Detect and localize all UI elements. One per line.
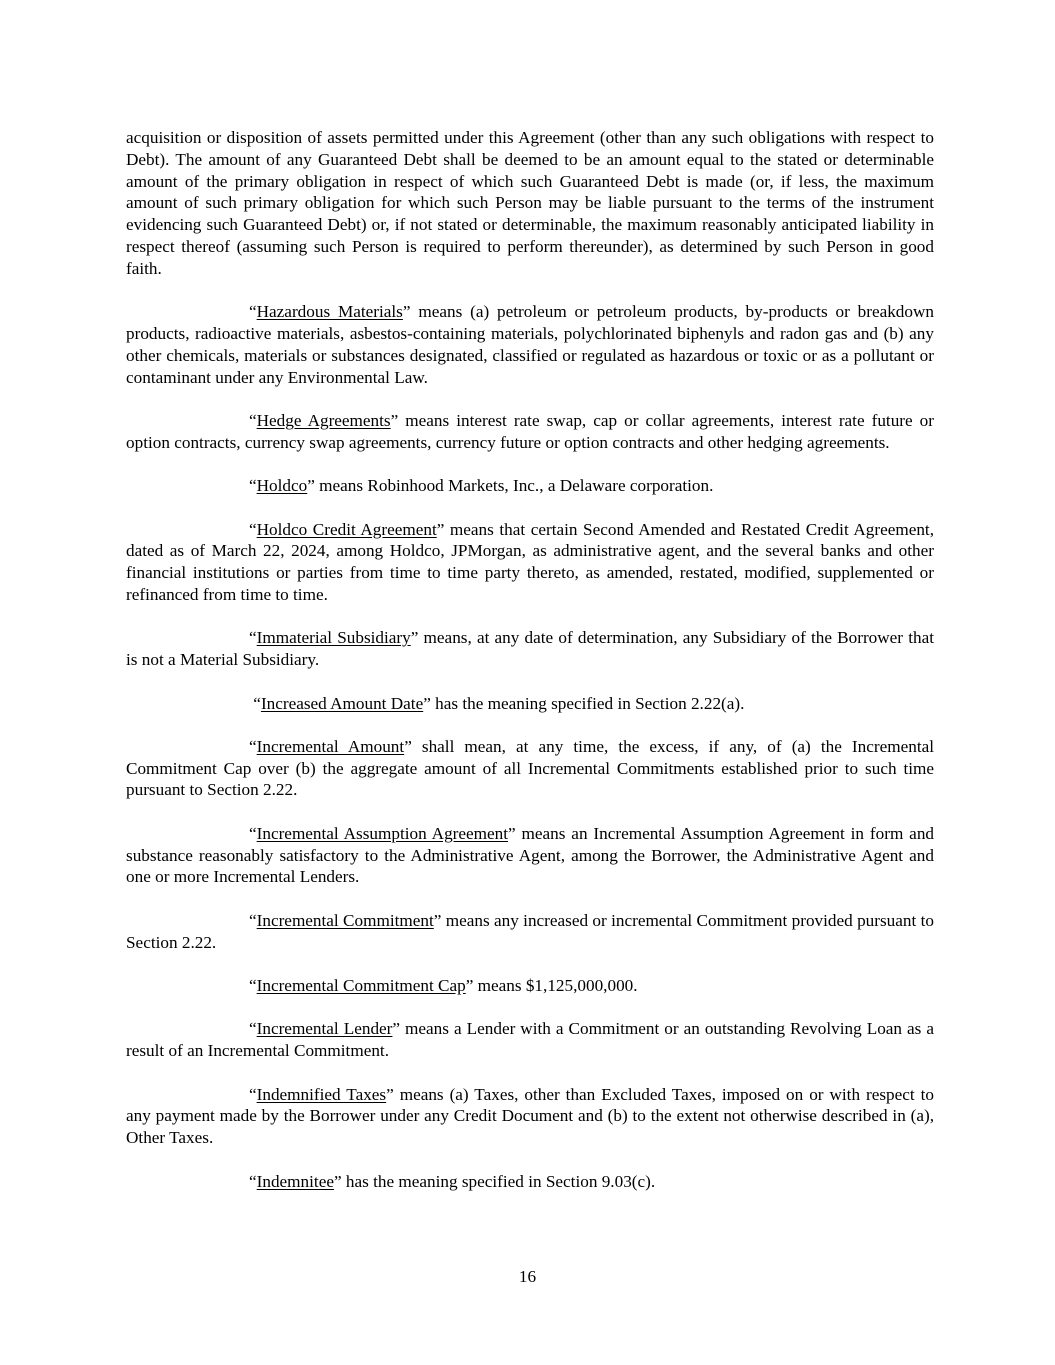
defined-term: Increased Amount Date xyxy=(260,693,424,713)
definition-hedge-agreements xyxy=(126,410,934,454)
definition-indemnified-taxes xyxy=(126,1084,934,1149)
definition-text: ” means interest rate swap, cap or collar agreements, interest rate future or option contracts, currency swap agreements, currency future or option contracts and other hedging agreements. xyxy=(126,410,934,452)
definition-increased-amount-date xyxy=(126,693,934,715)
document-page xyxy=(126,127,934,1214)
defined-term: Hedge Agreements xyxy=(256,410,391,430)
definition-text: ” means a Lender with a Commitment or an outstanding Revolving Loan as a result of an Incremental Commitment. xyxy=(126,1019,934,1061)
defined-term: Incremental Assumption Agreement xyxy=(256,823,509,843)
defined-term: Incremental Commitment Cap xyxy=(256,976,466,996)
open-quote: “ xyxy=(249,476,257,496)
open-quote: “ xyxy=(249,736,257,756)
definition-indemnitee xyxy=(126,1171,934,1193)
definition-incremental-commitment xyxy=(126,910,934,954)
definition-hazardous-materials xyxy=(126,301,934,388)
definition-incremental-commitment-cap xyxy=(126,975,934,997)
defined-term: Immaterial Subsidiary xyxy=(256,628,411,648)
defined-term: Hazardous Materials xyxy=(256,302,403,322)
open-quote: “ xyxy=(249,823,257,843)
definition-incremental-assumption-agreement xyxy=(126,823,934,888)
definition-holdco xyxy=(126,475,934,497)
defined-term: Incremental Lender xyxy=(256,1019,393,1039)
definition-text: ” shall mean, at any time, the excess, if any, of (a) the Incremental Commitment Cap over (b) the aggregate amount of all Incremental Commitments established prior to such time pursuant to Section 2.22. xyxy=(126,736,934,800)
definition-text: ” has the meaning specified in Section 2.22(a). xyxy=(423,693,745,713)
definition-holdco-credit-agreement xyxy=(126,519,934,606)
page-number: 16 xyxy=(518,1267,537,1286)
intro-paragraph: acquisition or disposition of assets permitted under this Agreement (other than any such obligations with respect to Debt). The amount of any Guaranteed Debt shall be deemed to be an amount equal to the stated or determinable amount of the primary obligation in respect of which such Guaranteed Debt is made (or, if less, the maximum amount of such primary obligation for which such Person may be liable pursuant to the terms of the instrument evidencing such Guaranteed Debt) or, if not stated or determinable, the maximum reasonably anticipated liability in respect thereof (assuming such Person is required to perform thereunder), as determined by such Person in good faith. xyxy=(126,128,934,278)
definition-text: ” means (a) petroleum or petroleum products, by-products or breakdown products, radioactive materials, asbestos-containing materials, polychlorinated biphenyls and radon gas and (b) any other chemicals, materials or substances designated, classified or regulated as hazardous or toxic or as a pollutant or contaminant under any Environmental Law. xyxy=(126,302,934,387)
open-quote: “ xyxy=(249,302,257,322)
definition-text: ” has the meaning specified in Section 9.03(c). xyxy=(333,1171,656,1191)
defined-term: Holdco Credit Agreement xyxy=(256,519,437,539)
definition-immaterial-subsidiary xyxy=(126,627,934,671)
defined-term: Indemnified Taxes xyxy=(256,1084,387,1104)
definition-incremental-lender xyxy=(126,1018,934,1062)
defined-term: Incremental Amount xyxy=(256,736,405,756)
definition-text: ” means, at any date of determination, any Subsidiary of the Borrower that is not a Material Subsidiary. xyxy=(126,628,934,670)
open-quote: “ xyxy=(249,1171,257,1191)
definition-text: ” means any increased or incremental Commitment provided pursuant to Section 2.22. xyxy=(126,910,934,952)
defined-term: Holdco xyxy=(256,476,308,496)
open-quote: “ xyxy=(249,1019,257,1039)
definition-text: ” means an Incremental Assumption Agreement in form and substance reasonably satisfactory to the Administrative Agent, among the Borrower, the Administrative Agent and one or more Incremental Lenders. xyxy=(126,823,935,887)
open-quote: “ xyxy=(249,519,257,539)
open-quote: “ xyxy=(249,693,261,713)
defined-term: Indemnitee xyxy=(256,1171,334,1191)
definition-text: ” means that certain Second Amended and Restated Credit Agreement, dated as of March 22, 2024, among Holdco, JPMorgan, as administrative agent, and the several banks and other financial institutions or parties from time to time party thereto, as amended, restated, modified, supplemented or refinanced from time to time. xyxy=(126,519,934,604)
open-quote: “ xyxy=(249,1084,257,1104)
open-quote: “ xyxy=(249,628,257,648)
definition-text: ” means Robinhood Markets, Inc., a Delaware corporation. xyxy=(307,476,714,496)
open-quote: “ xyxy=(249,410,257,430)
definition-incremental-amount xyxy=(126,736,934,801)
open-quote: “ xyxy=(249,910,257,930)
definition-text: ” means $1,125,000,000. xyxy=(465,976,638,996)
definition-text: ” means (a) Taxes, other than Excluded Taxes, imposed on or with respect to any payment made by the Borrower under any Credit Document and (b) to the extent not otherwise described in (a), Other Taxes. xyxy=(126,1084,934,1148)
open-quote: “ xyxy=(249,976,257,996)
defined-term: Incremental Commitment xyxy=(256,910,434,930)
